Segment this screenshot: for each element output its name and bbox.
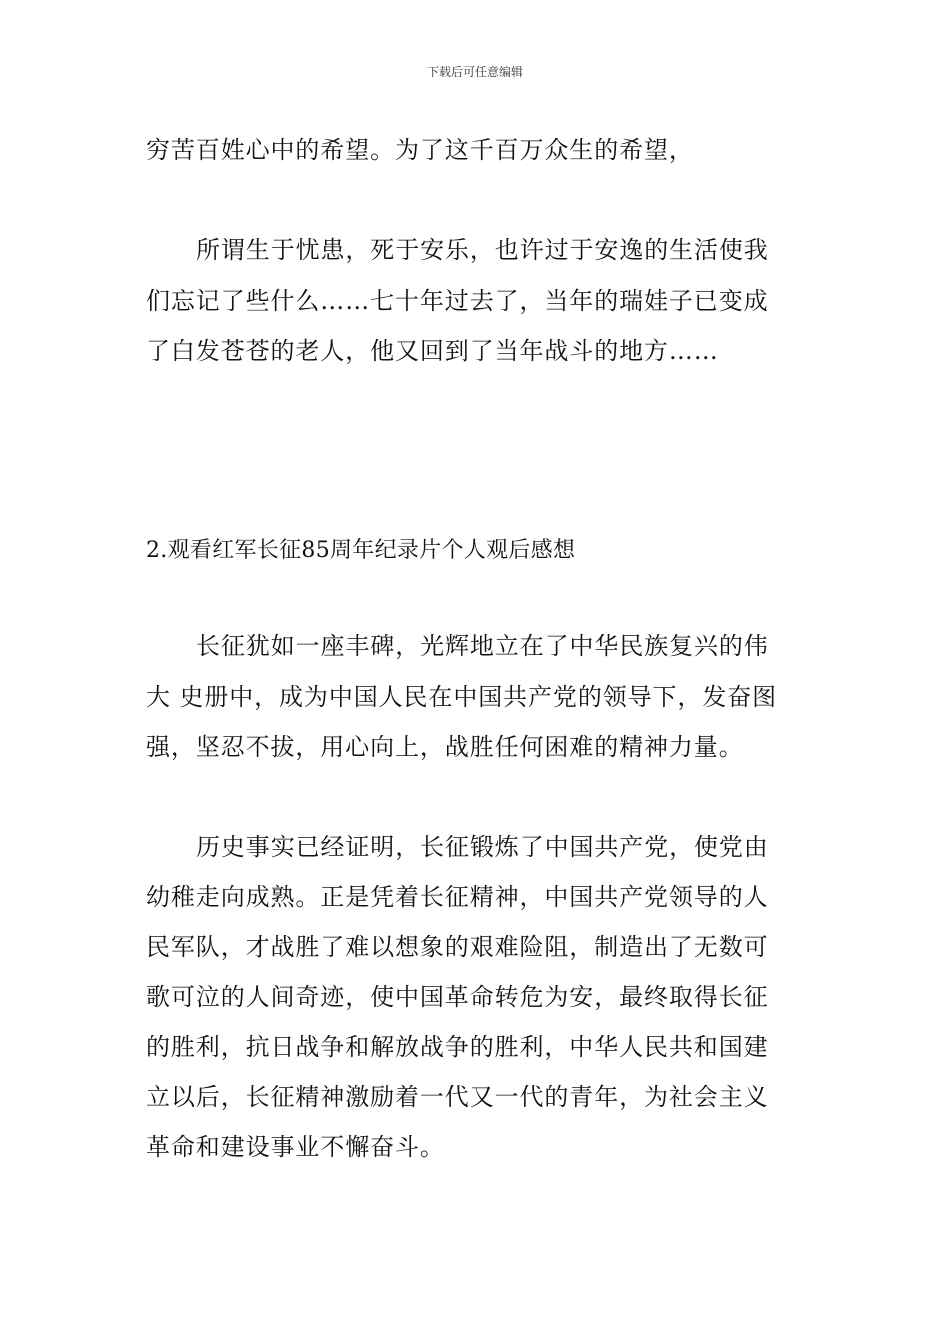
text-line: 们忘记了些什么……七十年过去了，当年的瑞娃子已变成 [146,287,769,315]
text-line: 了白发苍苍的老人，他又回到了当年战斗的地方…… [146,337,719,365]
text-line: 强，坚忍不拔，用心向上，战胜任何困难的精神力量。 [146,733,744,761]
paragraph-first-line: 所谓生于忧患，死于安乐，也许过于安逸的生活使我 [196,236,769,264]
text-line: 穷苦百姓心中的希望。为了这千百万众生的希望， [146,136,694,164]
text-line: 民军队，才战胜了难以想象的艰难险阻，制造出了无数可 [146,933,769,961]
text-line: 歌可泣的人间奇迹，使中国革命转危为安，最终取得长征 [146,983,769,1011]
text-line: 立以后，长征精神激励着一代又一代的青年，为社会主义 [146,1083,769,1111]
page-header: 下载后可任意编辑 [426,65,523,79]
text-line: 革命和建设事业不懈奋斗。 [146,1133,445,1161]
paragraph-first-line: 历史事实已经证明，长征锻炼了中国共产党，使党由 [196,833,769,861]
section-heading: 2.观看红军长征85周年纪录片个人观后感想 [146,538,576,563]
text-line: 的胜利，抗日战争和解放战争的胜利，中华人民共和国建 [146,1033,769,1061]
text-line: 幼稚走向成熟。正是凭着长征精神，中国共产党领导的人 [146,883,769,911]
text-line: 大 史册中，成为中国人民在中国共产党的领导下，发奋图 [146,683,778,711]
paragraph-first-line: 长征犹如一座丰碑，光辉地立在了中华民族复兴的伟 [196,632,769,660]
